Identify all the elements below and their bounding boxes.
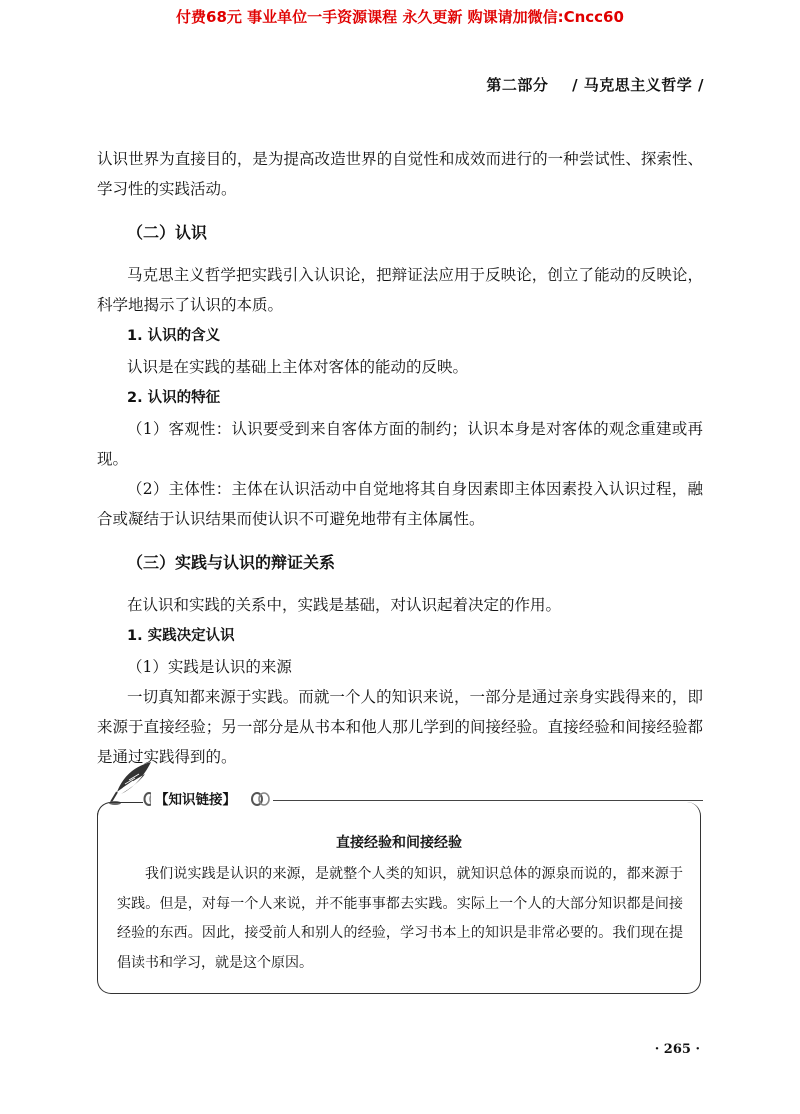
knowledge-link-label: 【知识链接】 [151, 788, 240, 808]
paragraph: （1）客观性：认识要受到来自客体方面的制约；认识本身是对客体的观念重建或再现。 [97, 420, 703, 468]
running-header [486, 74, 704, 95]
subheading-features: 2. 认识的特征 [127, 390, 221, 406]
promo-banner: 付费68元 事业单位一手资源课程 永久更新 购课请加微信:Cncc60 [176, 8, 624, 26]
subheading-meaning: 1. 认识的含义 [127, 328, 221, 344]
knowledge-box-body: 我们说实践是认识的来源，是就整个人类的知识，就知识总体的源泉而说的，都来源于实践。但是，对每一个人来说，并不能事事都去实践。实际上一个人的大部分知识都是间接经验的东西。因此，接受前人和别人的经验，学习书本上的知识是非常必要的。我们现在提倡读书和学习，就是这个原因。 [117, 866, 683, 971]
section-heading-dialectic: （三）实践与认识的辩证关系 [127, 553, 336, 572]
box-top-rule [273, 800, 703, 801]
header-part: 第二部分 [486, 76, 549, 94]
knowledge-box-title: 直接经验和间接经验 [336, 835, 462, 851]
knowledge-link-box [97, 760, 703, 998]
paragraph: （1）实践是认识的来源 [127, 658, 292, 676]
paragraph: （2）主体性：主体在认识活动中自觉地将其自身因素即主体因素投入认识过程，融合或凝结于认识结果而使认识不可避免地带有主体属性。 [97, 480, 703, 528]
paragraph: 认识世界为直接目的，是为提高改造世界的自觉性和成效而进行的一种尝试性、探索性、学习性的实践活动。 [97, 150, 703, 198]
header-title: / 马克思主义哲学 / [572, 76, 704, 94]
subheading-practice-decides: 1. 实践决定认识 [127, 628, 235, 644]
page-number: · 265 · [654, 1042, 700, 1057]
section-heading-cognition: （二）认识 [127, 223, 208, 242]
paragraph: 在认识和实践的关系中，实践是基础，对认识起着决定的作用。 [127, 596, 562, 614]
paragraph: 马克思主义哲学把实践引入认识论，把辩证法应用于反映论，创立了能动的反映论，科学地揭示了认识的本质。 [97, 266, 703, 314]
paragraph: 认识是在实践的基础上主体对客体的能动的反映。 [127, 358, 469, 376]
main-content [97, 144, 703, 772]
paragraph: 一切真知都来源于实践。而就一个人的知识来说，一部分是通过亲身实践得来的，即来源于直接经验；另一部分是从书本和他人那儿学到的间接经验。直接经验和间接经验都是通过实践得到的。 [97, 688, 703, 766]
